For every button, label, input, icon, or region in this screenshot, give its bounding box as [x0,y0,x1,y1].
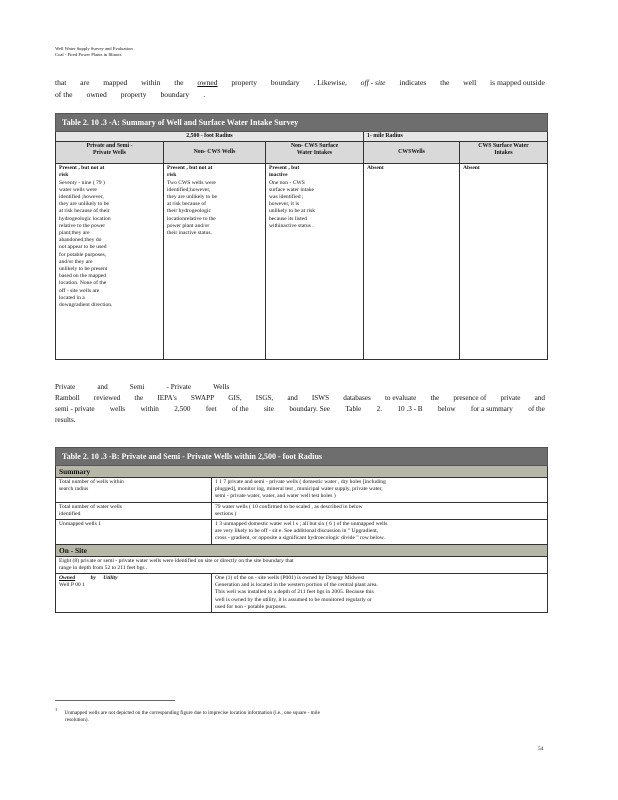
column-header: Non- CWS Surface Water Intakes [266,142,364,164]
onsite-description [56,556,548,573]
cell-line: based on the mapped [59,273,107,280]
private-wells-cell [56,164,164,360]
cws-surface-intakes-cell [460,164,548,360]
cell-line: identified [59,510,81,517]
cell-line: their inactive status. [167,230,212,237]
cell-line: was identified ; [269,194,304,201]
cell-line: identified;however, [167,186,211,193]
cell-line: because its listed [269,215,307,222]
paragraph-word: SWAPP [190,394,215,402]
column-header: CWSWells [364,142,460,164]
paragraph-word: databases [343,394,371,402]
cell-line: at risk because of their [59,208,110,215]
cell-line: plugged], monitor ing, mineral test , municipal water supply, private water, [215,486,383,493]
paragraph-word: Ramboll [55,394,80,402]
cell-line: locationrelative to the [167,215,216,222]
intro-word: indicates [399,78,427,87]
cell-line: This well was installed to a depth of 211 feet bgs in 2005. Because this [215,589,374,596]
paragraph-word: wells [109,405,126,413]
cell-line: identified ;however, [59,194,104,201]
cell-line: abandoned;they do [59,237,102,244]
cell-line: risk [167,172,177,179]
paragraph-word: private [500,394,521,402]
header-line-2: Coal - Fired Power Plants in Illinois [55,52,122,57]
intro-word: . Likewise, [313,78,347,87]
cell-line: for potable purposes, [59,251,107,258]
paragraph-word: ISWS [311,394,330,402]
paragraph-word: and [287,394,298,402]
intro-word: are [80,78,90,87]
cell-line: are very likely to be off - sit e. See additional discussion in " Upgradient, [215,528,379,535]
footnote-line-2: resolution). [65,716,89,723]
column-header: Non- CWS Wells [164,142,266,164]
intro-word: is mapped outside [490,78,545,87]
paragraph-word: IEPA's [157,394,177,402]
cell-line: Total number of wells within [59,479,124,485]
cell-line: Eight (8) private or semi - private water wells were identified on site or directly on the site boundary that [59,557,294,564]
paragraph-word: below [437,405,456,413]
cell-line: Seventy - nine ( 79 ) [59,179,105,186]
cell-line: Present , but not at [59,165,105,172]
cell-line: power plant and/or [167,222,210,229]
radius-1-mile-header: 1- mile Radius [364,132,548,142]
section-heading [55,382,545,393]
cell-line: semi - private water, water, and water well test holes ) [215,493,336,500]
cell-line: Present , but [269,165,300,172]
cell-line: however, it is [269,201,300,208]
intro-word: property [231,78,258,87]
paragraph-word: 10 .3 - B [397,405,423,413]
intro-word: within [141,78,161,87]
intro-word: the [174,78,184,87]
by-word: by [90,575,96,582]
footnote-line-1 [55,706,545,717]
intro-word: off - site [360,78,386,87]
cell-line: Two CWS wells were [167,179,216,186]
heading-word: Private [55,383,76,391]
paragraph-word: the [134,394,144,402]
intro-word: property [120,90,147,99]
footnote-divider [55,700,175,701]
page-number: 54 [538,746,544,752]
paragraph-word: boundary. See [289,405,330,413]
row-label [56,478,212,503]
intro-word: that [55,78,67,87]
cell-line: 79 water wells ( 10 confirmed to be scaled , as described in below [215,503,363,510]
intro-word: owned [86,90,107,99]
row-label [56,520,212,545]
cell-line: hydrogeologic location [59,215,111,222]
cell-line: One non - CWS [269,179,305,186]
cell-line: well is owned by the utility, it is assumed to be monitored regularly or [215,596,372,603]
summary-section-header: Summary [56,466,548,478]
cell-line: and/or they are [59,258,93,265]
heading-word: Wells [213,383,230,391]
owned-label-line [59,575,208,582]
cell-line: Present , but not at [167,165,213,172]
paragraph-word: to evaluate [384,394,417,402]
non-cws-surface-intakes-cell [266,164,364,360]
intro-word: boundary [160,90,190,99]
cell-line: water wells were [59,186,97,193]
private-wells-paragraph [55,382,545,426]
cell-line: at risk because of [167,201,206,208]
intro-line-1 [55,77,545,89]
owned-word: Owned [59,575,76,582]
radius-2500-header: 2,500 - foot Radius [56,132,364,142]
footnote-marker: 1 [55,707,58,712]
paragraph-word: presence of [453,394,487,402]
paragraph-word: reviewed [93,394,121,402]
intro-word: of the [55,90,73,99]
cell-line: not appear to be used [59,244,107,251]
cell-line: Absent [367,165,384,172]
cell-line: used for non - potable purposes. [215,603,287,610]
table-title: Table 2. 10 .3 -A: Summary of Well and Surface Water Intake Survey [56,114,548,132]
cell-line: withinactive status . [269,222,314,229]
cell-line: risk [59,172,69,179]
paragraph-word: of the [231,405,249,413]
paragraph-word: site [263,405,274,413]
row-label [56,502,212,519]
heading-word: and [97,383,108,391]
cell-line: sections ) [215,510,237,517]
footnote [55,706,545,724]
running-header [55,46,255,58]
row-value [212,478,548,503]
cws-wells-cell [364,164,460,360]
owned-by-utility-label [56,574,212,613]
paragraph-line-2 [55,404,545,415]
paragraph-word: the [430,394,440,402]
column-header: Private and Semi - Private Wells [56,142,164,164]
cell-line: search radius [59,486,89,493]
intro-word: well [463,78,477,87]
intro-word: owned [197,78,218,87]
paragraph-word: 2,500 [174,405,191,413]
cell-line: 1 3 unmapped domestic water wel l s ; all but six ( 6 ) of the unmapped wells [215,521,388,528]
utility-word: Utility [103,575,118,582]
cell-line: One (1) of the on - site wells (P001) is owned by Dynegy Midwest [215,575,365,582]
paragraph-word: and [534,394,545,402]
well-id: Well P 00 1 [59,582,85,589]
cell-line: cross - gradient, or opposite a significant hydroecologic divide " row below. [215,535,385,542]
heading-word: Semi [129,383,145,391]
paragraph-line-3: results. [55,416,76,424]
intro-word: . [203,90,206,99]
cell-line: they are unlikely to be [167,194,218,201]
paragraph-word: feet [205,405,217,413]
row-value [212,520,548,545]
cell-line: unlikely to be present [59,266,108,273]
cell-line: downgradient direction. [59,302,113,309]
well-survey-summary-table [55,113,548,360]
cell-line: they are unlikely to be [59,201,110,208]
cell-line: off - site wells are [59,287,100,294]
intro-word: mapped [103,78,128,87]
onsite-section-header: On - Site [56,544,548,556]
cell-line: Unmapped wells 1 [59,521,101,528]
cell-line: Absent [463,165,480,172]
paragraph-word: semi - private [55,405,95,413]
table-title: Table 2. 10 .3 -B: Private and Semi - Private Wells within 2,500 - foot Radius [56,448,548,466]
non-cws-wells-cell [164,164,266,360]
footnote-text: Unmapped wells are not depicted on the corresponding figure due to imprecise location information (i.e., one square - mile [64,709,320,716]
header-line-1: Well Water Supply Survey and Evaluation [55,46,133,51]
paragraph-word: GIS, [228,394,242,402]
cell-line: location. None of the [59,280,107,287]
private-wells-table [55,447,548,613]
cell-line: 1 1 7 private and semi - private wells ( domestic water , dry holes [including [215,479,386,485]
cell-line: Total number of water wells [59,503,122,510]
cell-line: their hydrogeologic [167,208,211,215]
cell-line: Generation and is located in the western portion of the central plant area. [215,582,378,589]
cell-line: inactive [269,172,288,179]
column-header: CWS Surface Water Intakes [460,142,548,164]
heading-word: - Private [166,383,192,391]
paragraph-word: 2. [376,405,383,413]
paragraph-word: Table [345,405,362,413]
cell-line: range in depth from 52 to 211 feet bgs . [59,564,148,571]
paragraph-word: ISGS, [255,394,274,402]
cell-line: plant;they are [59,230,90,237]
paragraph-word: within [140,405,159,413]
paragraph-word: for a summary [470,405,513,413]
cell-line: unlikely to be at risk [269,208,315,215]
row-value [212,502,548,519]
intro-line-2 [55,89,545,101]
paragraph-line-1 [55,393,545,404]
cell-line: located in a [59,294,85,301]
intro-word: the [440,78,450,87]
paragraph-word: of the [528,405,545,413]
cell-line: relative to the power [59,222,106,229]
intro-paragraph [55,77,545,101]
intro-word: boundary [270,78,300,87]
cell-line: surface water intake [269,186,315,193]
owned-well-description [212,574,548,613]
